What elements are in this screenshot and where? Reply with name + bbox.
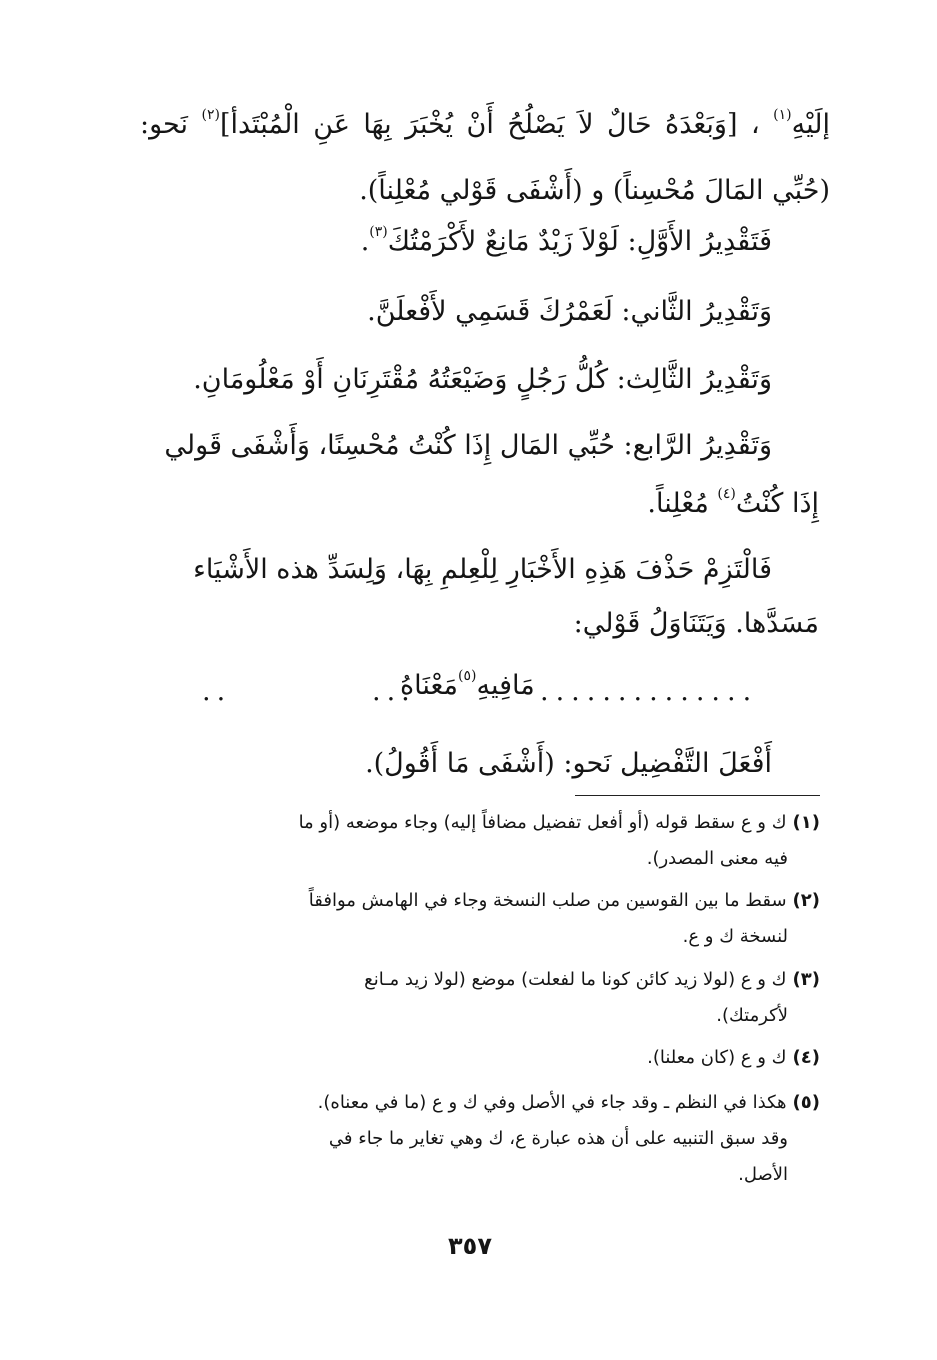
p1-nahw: نَحو: xyxy=(140,109,188,140)
page-number: ٣٥٧ xyxy=(448,1232,492,1260)
footnote-3 xyxy=(140,962,820,1034)
paragraph-6-line-2 xyxy=(574,604,819,644)
verse-dots-right: .............. xyxy=(540,676,759,707)
footnote-1 xyxy=(140,805,820,877)
verse-manahu: مَعْنَاهُ xyxy=(400,670,459,701)
footnote-2-line-2: لنسخة ك و ع. xyxy=(682,926,788,947)
footnote-5-line-1: هكذا في النظم ـ وقد جاء في الأصل وفي ك و ع (ما في معناه). xyxy=(317,1092,787,1113)
footnote-3-line-1: ك و ع (لولا زيد كائن كونا ما لفعلت) موضع (لولا زيد مـانع xyxy=(364,969,787,990)
paragraph-6-line-1 xyxy=(193,550,772,590)
p2-text: فَتَقْدِيرُ الأَوَّلِ: لَوْلاَ زَيْدٌ مَانِعٌ لأَكْرَمْتُكَ xyxy=(387,226,772,257)
footnote-3-line-2: لأكرمتك). xyxy=(716,1005,788,1026)
footnote-1-line-2: فيه معنى المصدر). xyxy=(646,848,788,869)
footnote-divider xyxy=(575,795,820,796)
footnote-5-number: (٥) xyxy=(792,1092,820,1113)
footnote-ref-2[interactable]: (٢) xyxy=(201,107,220,123)
verse-text xyxy=(400,670,535,701)
paragraph-2 xyxy=(361,222,772,262)
footnote-4-number: (٤) xyxy=(792,1047,820,1068)
footnote-1-line-1: ك و ع سقط قوله (أو أفعل تفضيل مضافاً إليه) وجاء موضعه (أو ما xyxy=(298,812,787,833)
footnote-2-number: (٢) xyxy=(792,890,820,911)
p5-text: وَتَقْدِيرُ الرَّابع: حُبِّي المَال إِذَا كُنْتُ مُحْسِنًا، وَأَشْفَى قَولي xyxy=(164,430,772,461)
footnote-ref-3[interactable]: (٣) xyxy=(369,224,388,240)
footnote-ref-4[interactable]: (٤) xyxy=(717,486,736,502)
verse-mafihi: مَافِيهِ xyxy=(476,670,535,701)
paragraph-1 xyxy=(140,92,830,224)
verse-dots-left: .. xyxy=(202,676,232,707)
p5-end: مُعْلِناً. xyxy=(647,488,709,519)
verse-dots-mid: ... xyxy=(372,676,416,707)
p3-text: وَتَقْدِيرُ الثَّاني: لَعَمْرُكَ قَسَمِي لأَفْعلَنَّ. xyxy=(367,296,772,327)
p1-examples: (حُبِّي المَالَ مُحْسِناً) و (أَشْفَى قَوْلي مُعْلِناً). xyxy=(359,175,830,206)
footnote-5-line-3: الأصل. xyxy=(738,1164,788,1185)
footnote-3-number: (٣) xyxy=(792,969,820,990)
p1-clause: ، [وَبَعْدَهُ حَالٌ لاَ يَصْلُحُ أَنْ يُخْبَرَ بِهَا عَنِ الْمُبْتَدأ] xyxy=(219,109,760,140)
footnote-2-line-1: سقط ما بين القوسين من صلب النسخة وجاء في الهامش موافقاً xyxy=(308,890,787,911)
footnote-4 xyxy=(140,1040,820,1076)
footnote-5 xyxy=(140,1085,820,1193)
verse-line xyxy=(150,670,830,710)
paragraph-5-line-2 xyxy=(647,484,819,524)
p7-text: أَفْعَلَ التَّفْضِيل نَحو: (أَشْفَى مَا أَقُولُ). xyxy=(365,748,772,779)
footnote-2 xyxy=(140,883,820,955)
paragraph-7 xyxy=(365,744,772,784)
footnote-1-number: (١) xyxy=(792,812,820,833)
p5-idha-kuntu: إِذَا كُنْتُ xyxy=(735,488,819,519)
p1-word-ilayhi: إلَيْهِ xyxy=(791,109,830,140)
paragraph-4 xyxy=(193,360,772,400)
p4-text: وَتَقْدِيرُ الثَّالِث: كُلُّ رَجُلٍ وَضَيْعَتُهُ مُقْتَرِنَانِ أَوْ مَعْلُومَانِ. xyxy=(193,364,772,395)
p6-text: فَالْتَزِمْ حَذْفَ هَذِهِ الأَخْبَارِ لِلْعِلمِ بِهَا، وَلِسَدِّ هذه الأَشْيَاء xyxy=(193,554,772,585)
footnote-4-line-1: ك و ع (كان معلنا). xyxy=(647,1047,787,1068)
footnote-ref-5[interactable]: (٥) xyxy=(458,668,477,684)
footnote-5-line-2: وقد سبق التنبيه على أن هذه عبارة ع، ك وهي تغاير ما جاء في xyxy=(328,1128,788,1149)
p2-end: . xyxy=(360,226,370,257)
paragraph-5-line-1 xyxy=(164,426,772,466)
paragraph-3 xyxy=(367,292,772,332)
p6-end: مَسَدَّها. وَيَتَنَاوَلُ قَوْلي: xyxy=(573,608,819,639)
footnote-ref-1[interactable]: (١) xyxy=(773,107,792,123)
